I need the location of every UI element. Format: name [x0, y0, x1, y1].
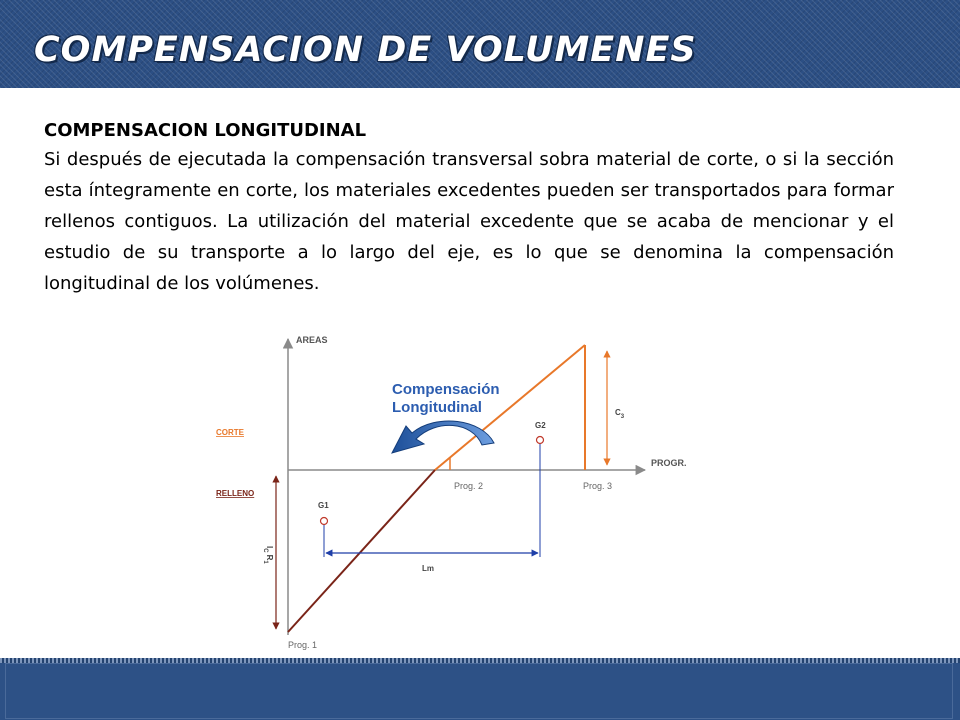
g2-marker — [537, 437, 544, 444]
callout-line2: Longitudinal — [392, 399, 482, 416]
body-paragraph: Si después de ejecutada la compensación transversal sobra material de corte, o si la sección esta íntegramente en corte, los materiales excedentes pueden ser transportados para formar rellenos contiguos. La utilización del material excedente que se acaba de mencionar y el estudio de su transporte a lo largo del eje, es lo que se denomina la compensación longitudinal de los volúmenes. — [44, 149, 894, 294]
relleno-curve — [288, 470, 435, 632]
page-title: COMPENSACION DE VOLUMENES — [34, 30, 697, 70]
prog1-label: Prog. 1 — [288, 640, 318, 650]
footer-bar — [0, 658, 960, 720]
content-area — [44, 118, 894, 299]
lm-label: Lm — [422, 564, 434, 573]
progr-label: PROGR. — [651, 458, 687, 468]
g1-label: G1 — [318, 501, 329, 510]
section-subtitle: COMPENSACION LONGITUDINAL — [44, 120, 367, 141]
corte-label: CORTE — [216, 428, 244, 437]
mass-diagram — [210, 325, 710, 658]
header-bar — [0, 0, 960, 88]
prog3-label: Prog. 3 — [583, 481, 613, 491]
callout-line1: Compensación — [392, 381, 500, 398]
relleno-label: RELLENO — [216, 489, 255, 498]
prog2-label: Prog. 2 — [454, 481, 484, 491]
g2-label: G2 — [535, 421, 546, 430]
g1-marker — [321, 518, 328, 525]
footer-panel — [5, 663, 953, 719]
areas-label: AREAS — [296, 335, 328, 345]
icr1-label: $I_CR_1$ — [262, 546, 274, 564]
c3-label: $C_3$ — [615, 408, 625, 420]
curved-arrow-icon — [392, 421, 494, 453]
